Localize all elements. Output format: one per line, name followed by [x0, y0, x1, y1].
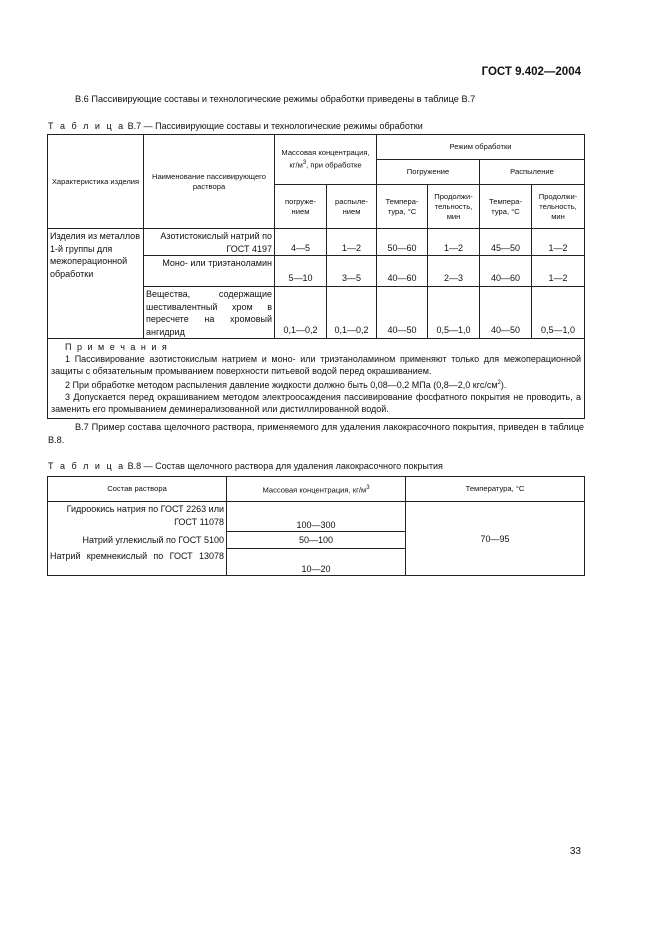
col-immersion: Погружение — [377, 160, 480, 185]
col-processing-mode: Режим обработки — [377, 135, 585, 160]
caption-label: Т а б л и ц а — [48, 461, 126, 471]
table-row: Изделия из металлов 1-й группы для межоперационной обработки Азотистокислый натрий по ГОСТ 4197 4—5 1—2 50—60 1—2 45—50 1—2 — [48, 229, 585, 256]
sub-immersion: погруже-нием — [275, 185, 327, 229]
composition-name: Гидроокись натрия по ГОСТ 2263 или ГОСТ 11078 — [48, 502, 227, 532]
caption-text: В.7 — Пассивирующие составы и технологические режимы обработки — [127, 121, 423, 131]
notes-title: П р и м е ч а н и я — [65, 342, 169, 352]
document-header: ГОСТ 9.402—2004 — [481, 66, 581, 78]
page-number: 33 — [569, 846, 581, 857]
col-solution-name: Наименование пассивирующего раствора — [144, 135, 275, 229]
table-row: Натрий углекислый по ГОСТ 5100 50—100 — [48, 532, 585, 549]
sub-temperature-spraying: Темпера-тура, °С — [480, 185, 532, 229]
notes-cell — [48, 339, 585, 419]
sub-duration-spraying: Продолжи-тельность, мин — [532, 185, 585, 229]
table-row: Моно- или триэтаноламин 5—10 3—5 40—60 2—3 40—60 1—2 — [48, 256, 585, 287]
col-temperature: Температура, °С — [406, 477, 585, 502]
paragraph-b6: В.6 Пассивирующие составы и технологические режимы обработки приведены в таблице В.7 — [75, 94, 476, 104]
paragraph-b7: В.7 Пример состава щелочного раствора, применяемого для удаления лакокрасочного покрытия, приведен в таблице В.8. — [48, 422, 584, 445]
caption-text: В.8 — Состав щелочного раствора для удаления лакокрасочного покрытия — [127, 461, 443, 471]
sub-temperature-immersion: Темпера-тура, °С — [377, 185, 428, 229]
product-cell: Изделия из металлов 1-й группы для межоперационной обработки — [48, 229, 144, 339]
col-mass-concentration: Массовая концентрация, $кг/м^3$ — [227, 477, 406, 502]
note-1: 1 Пассивирование азотистокислым натрием и моно- или триэтаноламином применяют только для межоперационной защиты с обязательным промыванием поверхности питьевой водой перед окрашиванием. — [51, 354, 582, 376]
table-b8 — [47, 476, 585, 576]
caption-label: Т а б л и ц а — [48, 121, 126, 131]
solution-name: Азотистокислый натрий по ГОСТ 4197 — [144, 229, 275, 256]
temperature-value: 70—95 — [406, 502, 585, 576]
note-3: 3 Допускается перед окрашиванием методом электроосаждения пассивирование фосфатного покрытия не проводить, а заменить его промыванием деминерализованной или дистиллированной водой. — [51, 392, 582, 414]
table-b7-caption — [48, 121, 423, 131]
composition-name: Натрий кремнекислый по ГОСТ 13078 — [48, 549, 227, 576]
table-b7 — [47, 134, 585, 419]
col-mass-concentration: Массовая концентрация, $кг/м^3$, при обработке — [275, 135, 377, 185]
sub-spraying: распыле-нием — [327, 185, 377, 229]
sub-duration-immersion: Продолжи-тельность, мин — [428, 185, 480, 229]
col-composition: Состав раствора — [48, 477, 227, 502]
table-b8-caption — [48, 461, 443, 471]
table-row: Вещества, содержащие шестивалентный хром в пересчете на хромовый ангидрид 0,1—0,2 0,1—0,2 40—50 0,5—1,0 40—50 0,5—1,0 — [48, 287, 585, 339]
table-row: Гидроокись натрия по ГОСТ 2263 или ГОСТ 11078 100—300 70—95 — [48, 502, 585, 532]
col-characteristic: Характеристика изделия — [48, 135, 144, 229]
solution-name: Вещества, содержащие шестивалентный хром в пересчете на хромовый ангидрид — [144, 287, 275, 339]
table-row: Натрий кремнекислый по ГОСТ 13078 10—20 — [48, 549, 585, 576]
solution-name: Моно- или триэтаноламин — [144, 256, 275, 287]
col-spraying: Распыление — [480, 160, 585, 185]
composition-name: Натрий углекислый по ГОСТ 5100 — [48, 532, 227, 549]
note-2: 2 При обработке методом распыления давление жидкости должно быть 0,08—0,2 МПа (0,8—2,0 кгс/$см^2$). — [65, 380, 507, 390]
